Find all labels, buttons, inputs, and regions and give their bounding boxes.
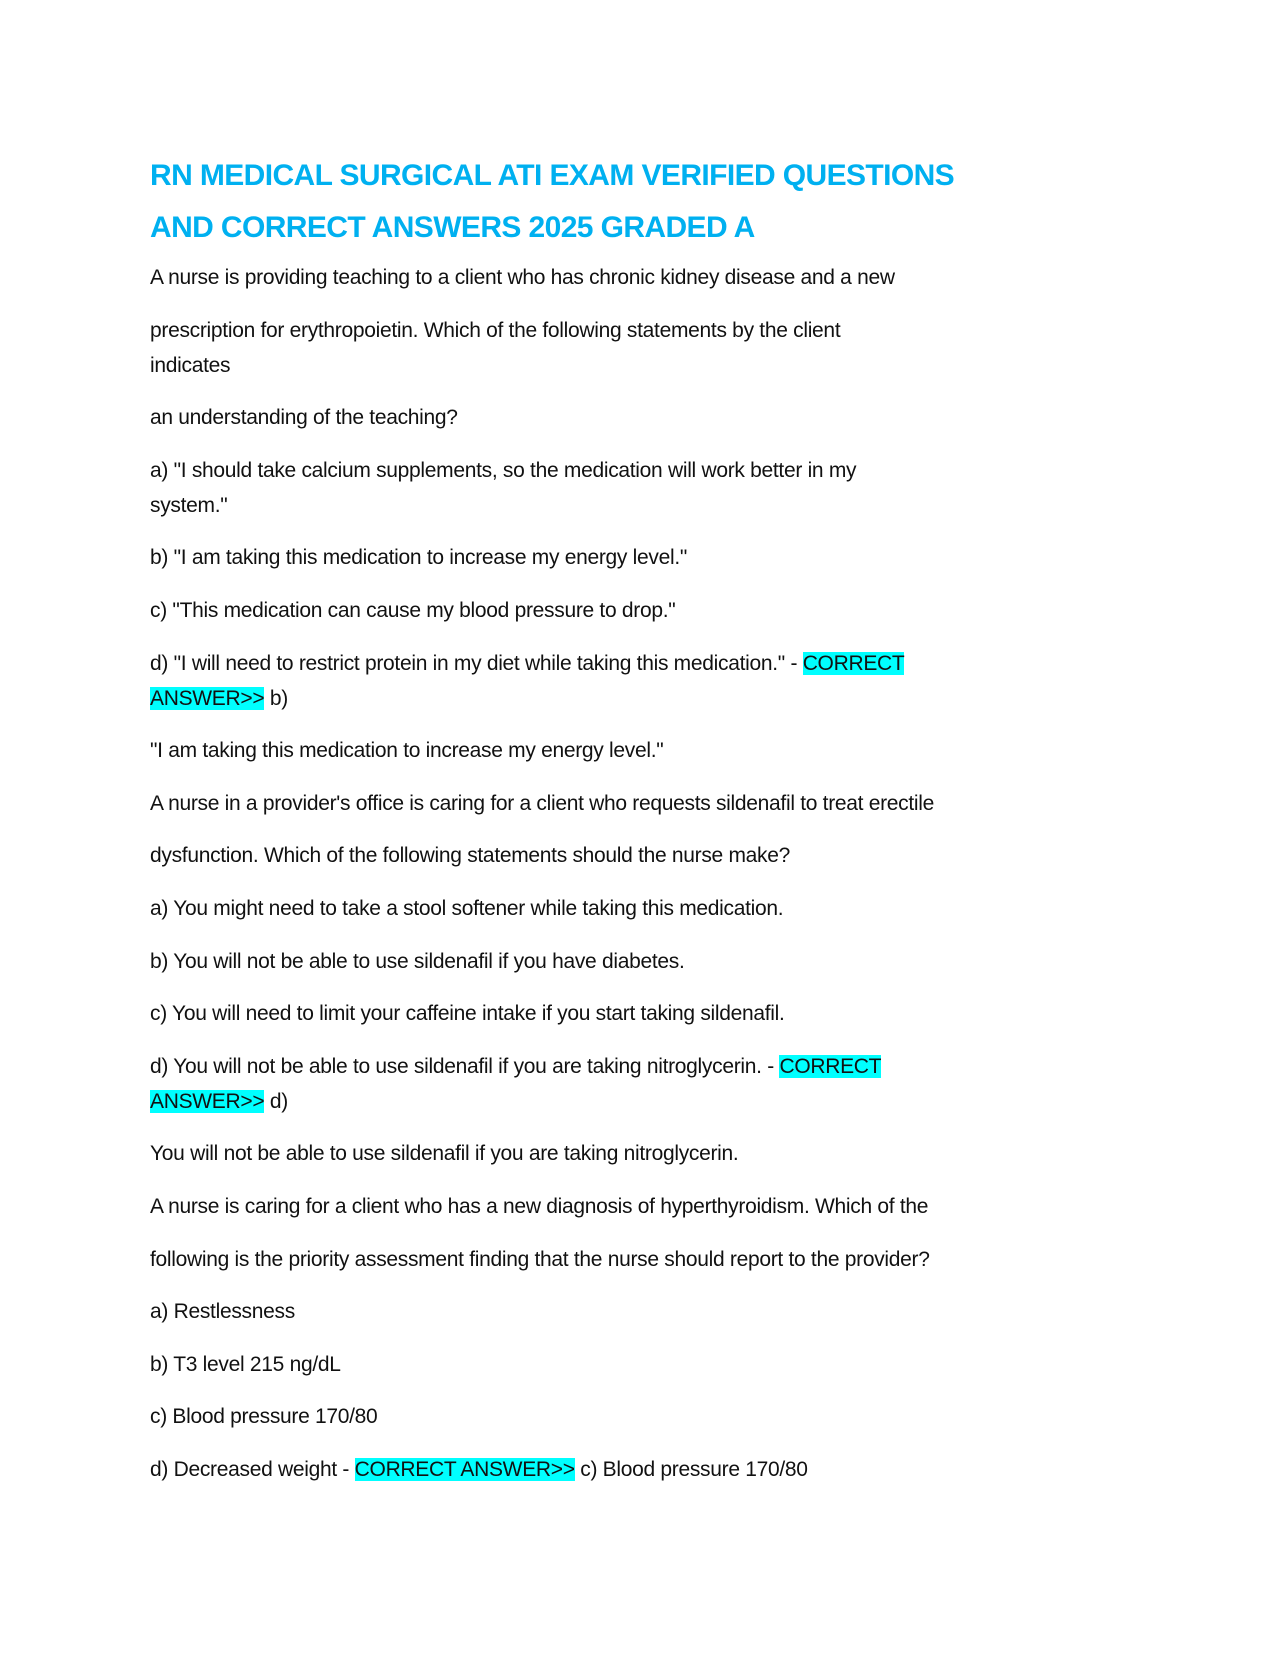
option-c: c) Blood pressure 170/80 [150,1405,378,1429]
correct-answer-highlight: ANSWER>> [150,1089,265,1113]
document-page [150,150,1150,1504]
option-d [150,646,1150,716]
correct-answer-highlight: CORRECT [802,651,905,675]
option-b: b) "I am taking this medication to increase my energy level." [150,546,688,570]
question-stem-line: an understanding of the teaching? [150,406,458,430]
question-stem-line: A nurse is providing teaching to a client who has chronic kidney disease and a new [150,266,895,289]
question-2 [150,786,1150,1172]
title-line-1: RN MEDICAL SURGICAL ATI EXAM VERIFIED QUESTIONS [150,159,955,192]
question-3 [150,1189,1150,1487]
option-d [150,1049,1150,1119]
question-stem-line: A nurse is caring for a client who has a new diagnosis of hyperthyroidism. Which of the [150,1194,929,1218]
option-b: b) You will not be able to use sildenafil if you have diabetes. [150,949,685,973]
question-stem-line: dysfunction. Which of the following statements should the nurse make? [150,844,790,868]
correct-answer-highlight: CORRECT [779,1054,882,1078]
option-text: d) You will not be able to use sildenafil if you are taking nitroglycerin. - [150,1054,780,1078]
question-stem-line: following is the priority assessment finding that the nurse should report to the provider? [150,1247,930,1271]
option-c: c) You will need to limit your caffeine intake if you start taking sildenafil. [150,1002,785,1026]
question-stem-line: A nurse in a provider's office is caring for a client who requests sildenafil to treat erectile [150,791,935,815]
option-text: d) "I will need to restrict protein in my diet while taking this medication." - [150,651,803,675]
answer-text: You will not be able to use sildenafil if you are taking nitroglycerin. [150,1142,739,1166]
option-a [150,453,1150,523]
document-title [150,150,1150,254]
stem-text: prescription for erythropoietin. Which of the following statements by the client [150,318,841,342]
correct-answer-highlight: CORRECT ANSWER>> [354,1457,575,1481]
option-d [150,1452,1150,1487]
answer-letter: d) [264,1089,288,1113]
answer-text: c) Blood pressure 170/80 [574,1457,808,1481]
answer-letter: b) [264,686,288,710]
option-text: d) Decreased weight - [150,1457,355,1481]
answer-text: "I am taking this medication to increase my energy level." [150,739,664,763]
option-b: b) T3 level 215 ng/dL [150,1352,341,1376]
title-line-2: AND CORRECT ANSWERS 2025 GRADED A [150,211,755,244]
option-a: a) Restlessness [150,1300,295,1324]
option-text: a) "I should take calcium supplements, so the medication will work better in my [150,458,857,482]
option-a: a) You might need to take a stool softener while taking this medication. [150,896,784,920]
option-text: system." [150,493,228,517]
stem-text: indicates [150,353,231,377]
question-stem-line [150,313,1150,383]
option-c: c) "This medication can cause my blood pressure to drop." [150,598,676,622]
question-1 [150,260,1150,768]
correct-answer-highlight: ANSWER>> [150,686,265,710]
